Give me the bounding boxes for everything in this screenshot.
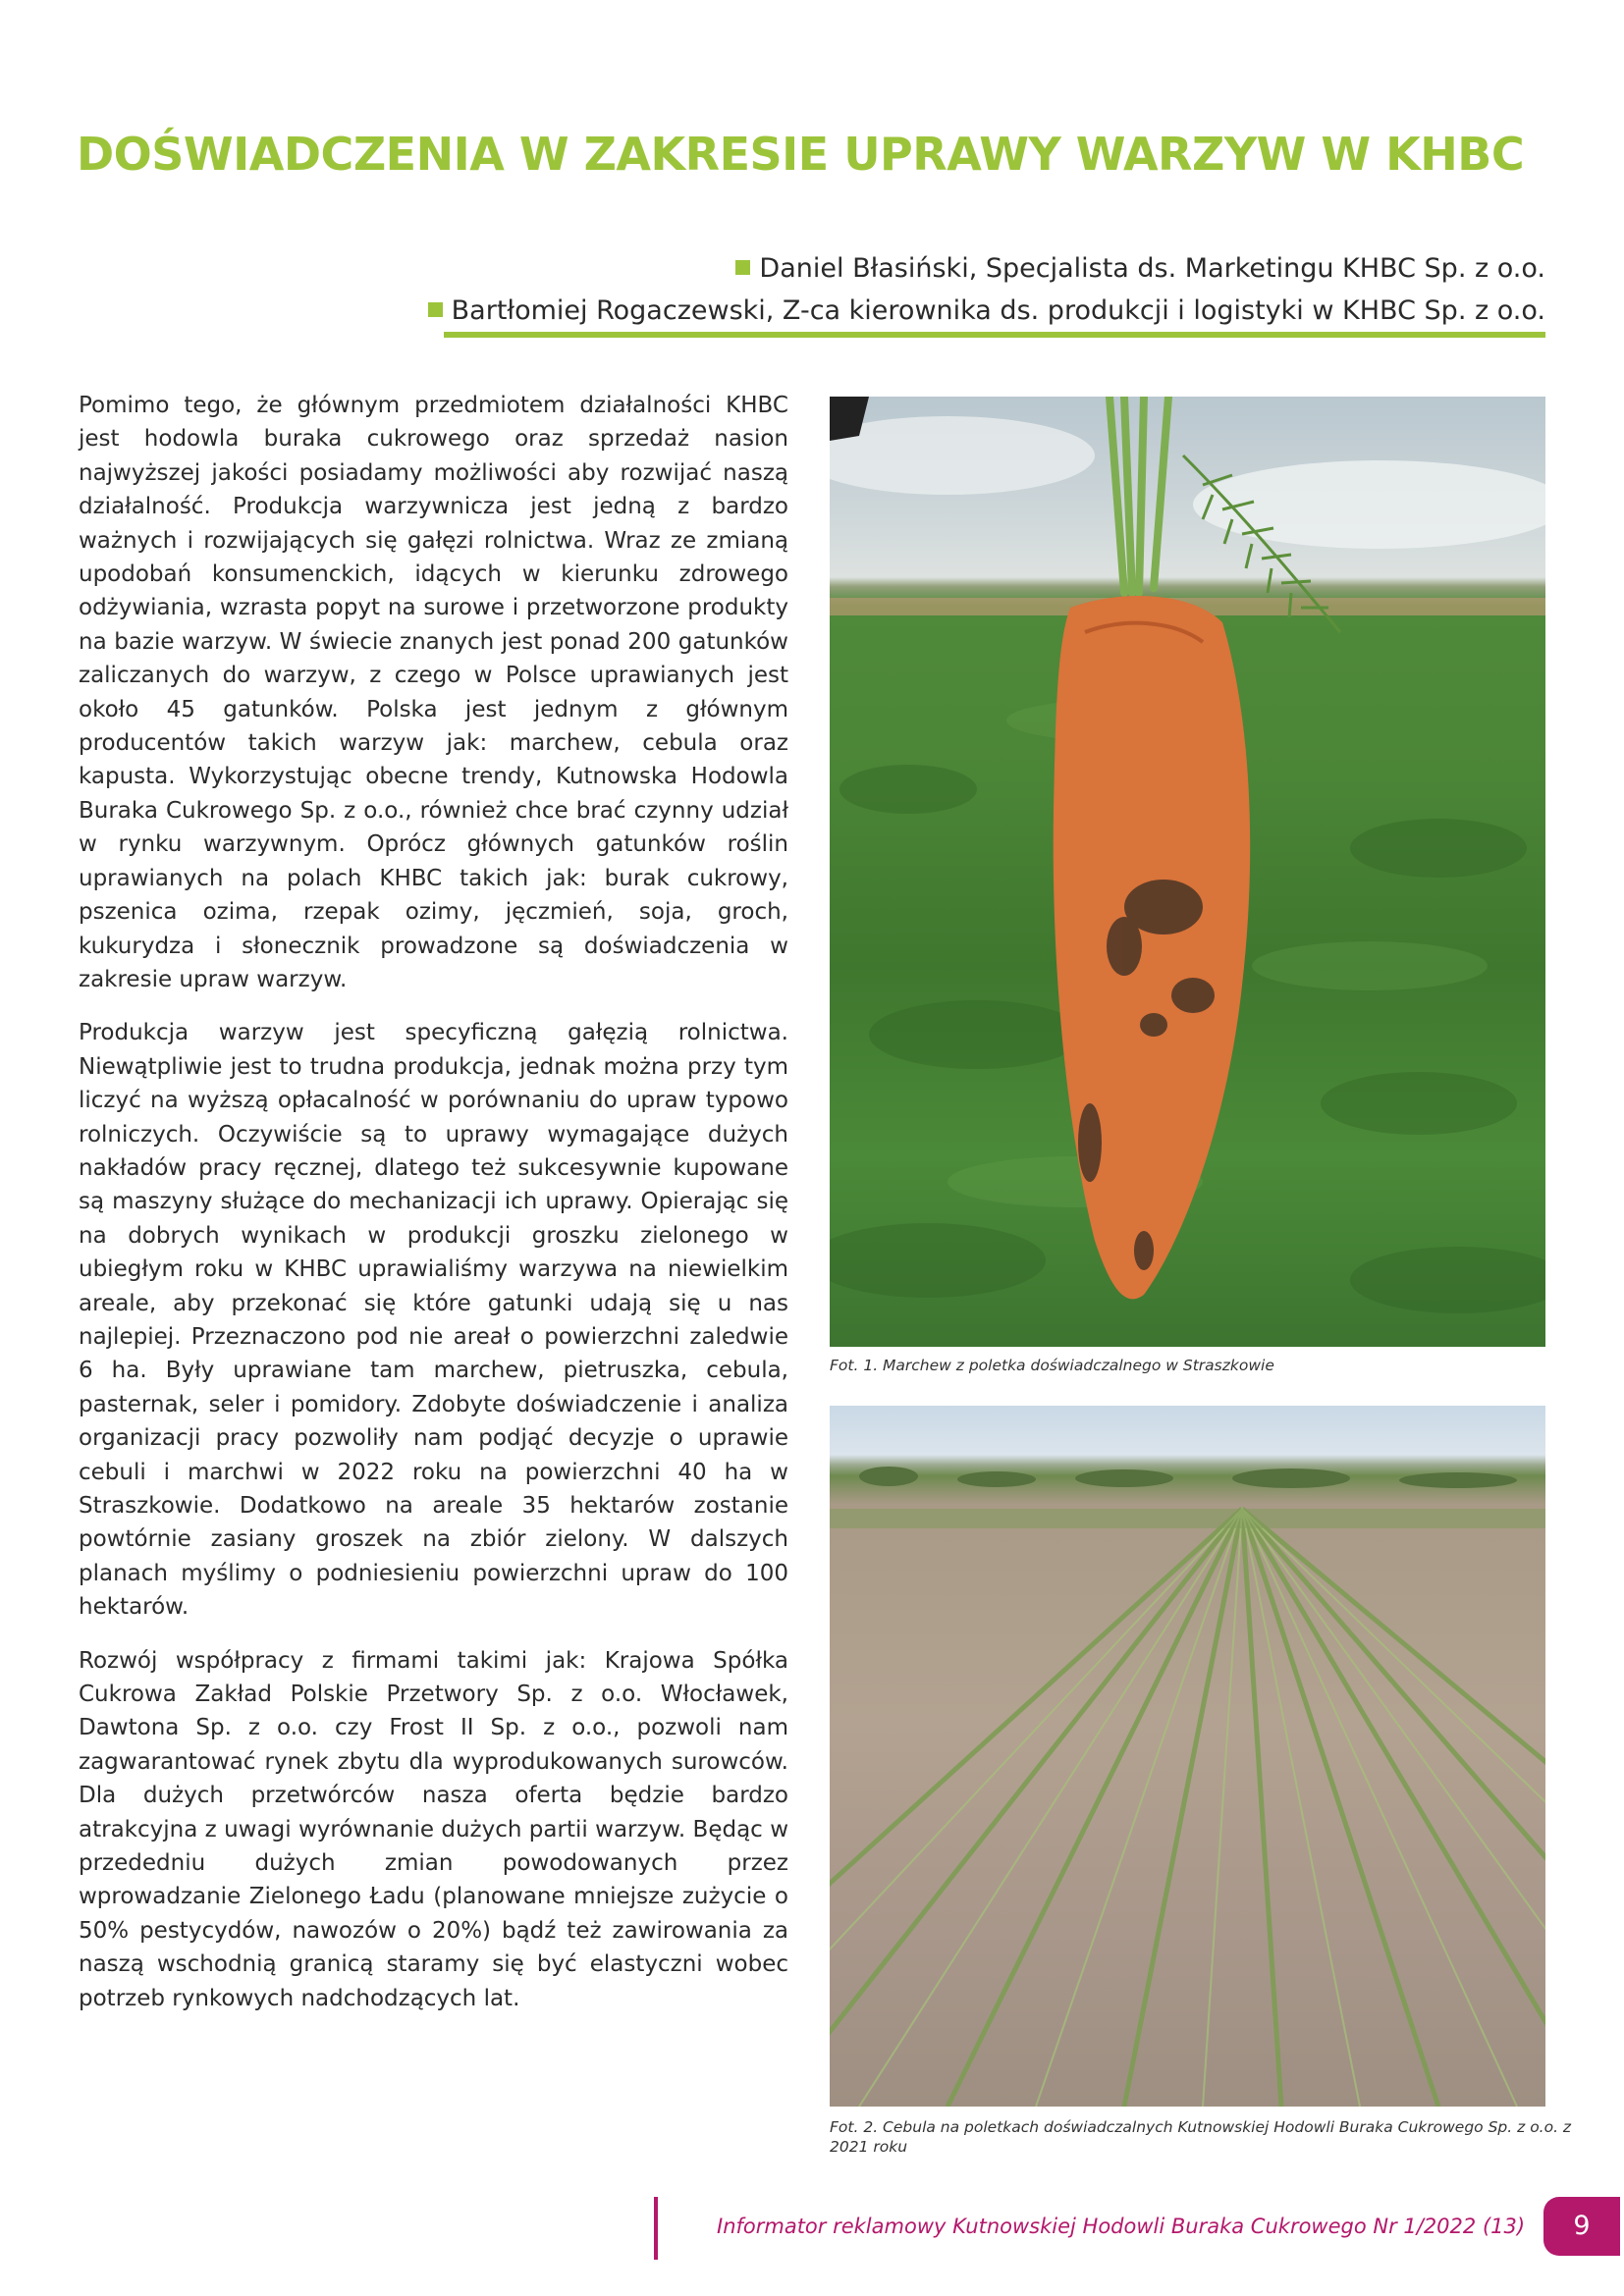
- author-name: Bartłomiej Rogaczewski, Z-ca kierownika ds. produkcji i logistyki w KHBC Sp. z o.o.: [451, 295, 1545, 326]
- author-list: [367, 247, 1545, 332]
- square-bullet-icon: [428, 302, 443, 317]
- footer-divider: [654, 2197, 658, 2260]
- carrot-illustration: [830, 397, 1545, 1347]
- figure-caption: Fot. 2. Cebula na poletkach doświadczalnych Kutnowskiej Hodowli Buraka Cukrowego Sp. z o.o. z 2021 roku: [830, 2118, 1572, 2156]
- publication-name: Informator reklamowy Kutnowskiej Hodowli Buraka Cukrowego Nr 1/2022 (13): [717, 2215, 1526, 2238]
- author-line: [367, 247, 1545, 290]
- author-name: Daniel Błasiński, Specjalista ds. Marketingu KHBC Sp. z o.o.: [759, 253, 1545, 284]
- article-title: DOŚWIADCZENIA W ZAKRESIE UPRAWY WARZYW W KHBC: [77, 128, 1525, 181]
- paragraph: Produkcja warzyw jest specyficzną gałęzią rolnictwa. Niewątpliwie jest to trudna produkcja, jednak można przy tym liczyć na wyższą opłacalność w porównaniu do upraw typowo rolniczych. Oczywiście są to uprawy wymagające dużych nakładów pracy ręcznej, dlatego też sukcesywnie kupowane są maszyny służące do mechanizacji ich uprawy. Opierając się na dobrych wynikach w produkcji groszku zielonego w ubiegłym roku w KHBC uprawialiśmy warzywa na niewielkim areale, aby przekonać się które gatunki udają się u nas najlepiej. Przeznaczono pod nie areał o powierzchni zaledwie 6 ha. Były uprawiane tam marchew, pietruszka, cebula, pasternak, seler i pomidory. Zdobyte doświadczenie i analiza organizacji pracy pozwoliły nam podjąć decyzje o uprawie cebuli i marchwi w 2022 roku na powierzchni 40 ha w Straszkowie. Dodatkowo na areale 35 hektarów zostanie powtórnie zasiany groszek na zbiór zielony. W dalszych planach myślimy o podniesieniu powierzchni upraw do 100 hektarów.: [79, 1020, 788, 1621]
- carrot-photo: [830, 397, 1545, 1347]
- paragraph: Pomimo tego, że głównym przedmiotem działalności KHBC jest hodowla buraka cukrowego oraz sprzedaż nasion najwyższej jakości posiadamy możliwości aby rozwijać naszą działalność. Produkcja warzywnicza jest jedną z bardzo ważnych i rozwijających się gałęzi rolnictwa. Wraz ze zmianą upodobań konsumenckich, idących w kierunku zdrowego odżywiania, wzrasta popyt na surowe i przetworzone produkty na bazie warzyw. W świecie znanych jest ponad 200 gatunków zaliczanych do warzyw, z czego w Polsce uprawianych jest około 45 gatunków. Polska jest jednym z głównym producentów takich warzyw jak: marchew, cebula oraz kapusta. Wykorzystując obecne trendy, Kutnowska Hodowla Buraka Cukrowego Sp. z o.o., również chce brać czynny udział w rynku warzywnym. Oprócz głównych gatunków roślin uprawianych na polach KHBC takich jak: burak cukrowy, pszenica ozima, rzepak ozimy, jęczmień, soja, groch, kukurydza i słonecznik prowadzone są doświadczenia w zakresie upraw warzyw.: [79, 393, 788, 992]
- article-body: [79, 389, 788, 2035]
- square-bullet-icon: [735, 260, 750, 275]
- author-line: [367, 290, 1545, 332]
- figure-caption: Fot. 1. Marchew z poletka doświadczalnego w Straszkowie: [830, 1357, 1274, 1374]
- paragraph: Rozwój współpracy z firmami takimi jak: Krajowa Spółka Cukrowa Zakład Polskie Przetwory Sp. z o.o. Włocławek, Dawtona Sp. z o.o. czy Frost II Sp. z o.o., pozwoli nam zagwarantować rynek zbytu dla wyprodukowanych surowców. Dla dużych przetwórców nasza oferta będzie bardzo atrakcyjna z uwagi wyrównanie dużych partii warzyw. Będąc w przededniu dużych zmian powodowanych przez wprowadzanie Zielonego Ładu (planowane mniejsze zużycie o 50% pestycydów, nawozów o 20%) bądź też zawirowania za naszą wschodnią granicą staramy się być elastyczni wobec potrzeb rynkowych nadchodzących lat.: [79, 1647, 788, 2011]
- author-divider: [444, 332, 1545, 338]
- onion-field-illustration: [830, 1406, 1545, 2107]
- page-number: 9: [1543, 2197, 1620, 2256]
- onion-field-photo: [830, 1406, 1545, 2107]
